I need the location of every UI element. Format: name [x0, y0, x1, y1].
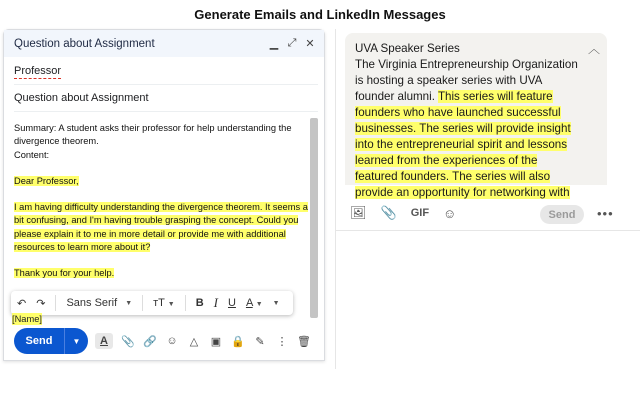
panel-divider: [335, 29, 336, 369]
minimize-icon[interactable]: ▁: [269, 38, 279, 50]
message-line-1: UVA Speaker Series: [355, 42, 460, 55]
message-line-7: into the entrepreneurial spirit and lessons: [355, 138, 568, 151]
toolbar-divider: [335, 230, 640, 231]
message-line-4b: This series will feature: [437, 90, 553, 103]
compose-header: [4, 30, 324, 57]
message-line-6: businesses. The series will provide insight: [355, 122, 571, 135]
subject-value: Question about Assignment: [14, 92, 149, 104]
chevron-up-icon[interactable]: ︿: [588, 42, 601, 56]
message-line-3: is hosting a speaker series with UVA: [355, 74, 543, 87]
font-family-value: Sans Serif: [66, 297, 118, 309]
message-line-8: learned from the experiences of the: [355, 154, 538, 167]
send-options-button[interactable]: ▼: [64, 328, 88, 354]
page-title: Generate Emails and LinkedIn Messages: [194, 7, 446, 22]
compose-bottom-toolbar: [95, 331, 311, 351]
content-label: Content:: [14, 149, 50, 160]
bold-icon[interactable]: B: [195, 297, 204, 309]
more-formatting-icon[interactable]: ▼: [272, 299, 280, 307]
paragraph-line-3: please explain it to me in more detail or provide me with additional: [14, 228, 286, 239]
message-line-2: The Virginia Entrepreneurship Organization: [355, 58, 578, 71]
body-scrollbar[interactable]: [310, 118, 318, 318]
chevron-down-icon: ▼: [125, 299, 133, 307]
font-size-icon[interactable]: тT ▼: [153, 297, 175, 309]
emoji-icon[interactable]: ☺: [166, 335, 178, 347]
italic-icon[interactable]: I: [213, 295, 218, 310]
to-field[interactable]: [14, 59, 318, 85]
send-group: [14, 328, 88, 354]
photo-icon[interactable]: ▣: [210, 335, 222, 348]
linkedin-toolbar: [350, 204, 456, 222]
link-icon[interactable]: 🔗: [143, 335, 157, 348]
message-line-9: featured founders. The series will also: [355, 170, 551, 183]
summary-line-2: divergence theorem.: [14, 136, 99, 147]
message-line-4a: founder alumni.: [355, 90, 438, 103]
drive-icon[interactable]: △: [189, 335, 199, 348]
send-button[interactable]: Send: [14, 328, 64, 354]
signature-name: [Name]: [12, 314, 42, 324]
emoji-icon[interactable]: ☺: [443, 205, 457, 221]
expand-icon[interactable]: ⤢: [287, 37, 297, 49]
redo-icon[interactable]: ↷: [36, 297, 46, 310]
message-line-5: founders who have launched successful: [355, 106, 561, 119]
close-icon[interactable]: ✕: [305, 38, 315, 50]
font-family-select[interactable]: [66, 297, 132, 309]
message-line-10: provide an opportunity for networking with: [355, 186, 570, 199]
compose-window-title: Question about Assignment: [14, 37, 155, 50]
linkedin-send-button[interactable]: Send: [540, 205, 584, 224]
paragraph-line-2: bit confusing, and I'm having trouble grasping the concept. Could you: [14, 215, 299, 226]
gif-button[interactable]: GIF: [410, 207, 430, 219]
image-icon[interactable]: 🖼: [350, 205, 367, 220]
attach-icon[interactable]: 📎: [121, 335, 135, 348]
to-recipient: Professor: [14, 64, 62, 77]
text-color-icon[interactable]: A ▼: [245, 297, 263, 309]
attach-icon[interactable]: 📎: [380, 205, 397, 220]
greeting-line: Dear Professor,: [14, 175, 79, 186]
paragraph-line-4: resources to learn more about it?: [14, 242, 151, 253]
more-options-icon[interactable]: ⋮: [276, 335, 288, 348]
formatting-options-icon[interactable]: A: [95, 333, 113, 349]
underline-icon[interactable]: U: [227, 297, 236, 309]
more-options-icon[interactable]: •••: [597, 206, 614, 221]
thanks-line: Thank you for your help.: [14, 268, 115, 279]
trash-icon[interactable]: 🗑: [297, 335, 311, 348]
signature-icon[interactable]: ✎: [255, 335, 265, 348]
linkedin-message-draft[interactable]: [345, 33, 607, 199]
formatting-toolbar: [11, 291, 293, 315]
paragraph-line-1: I am having difficulty understanding the divergence theorem. It seems a: [14, 202, 308, 213]
undo-icon[interactable]: ↶: [17, 297, 27, 310]
lock-clock-icon[interactable]: 🔒: [231, 335, 245, 348]
summary-line: Summary: A student asks their professor for help understanding the: [14, 123, 292, 133]
subject-field[interactable]: [14, 86, 318, 112]
